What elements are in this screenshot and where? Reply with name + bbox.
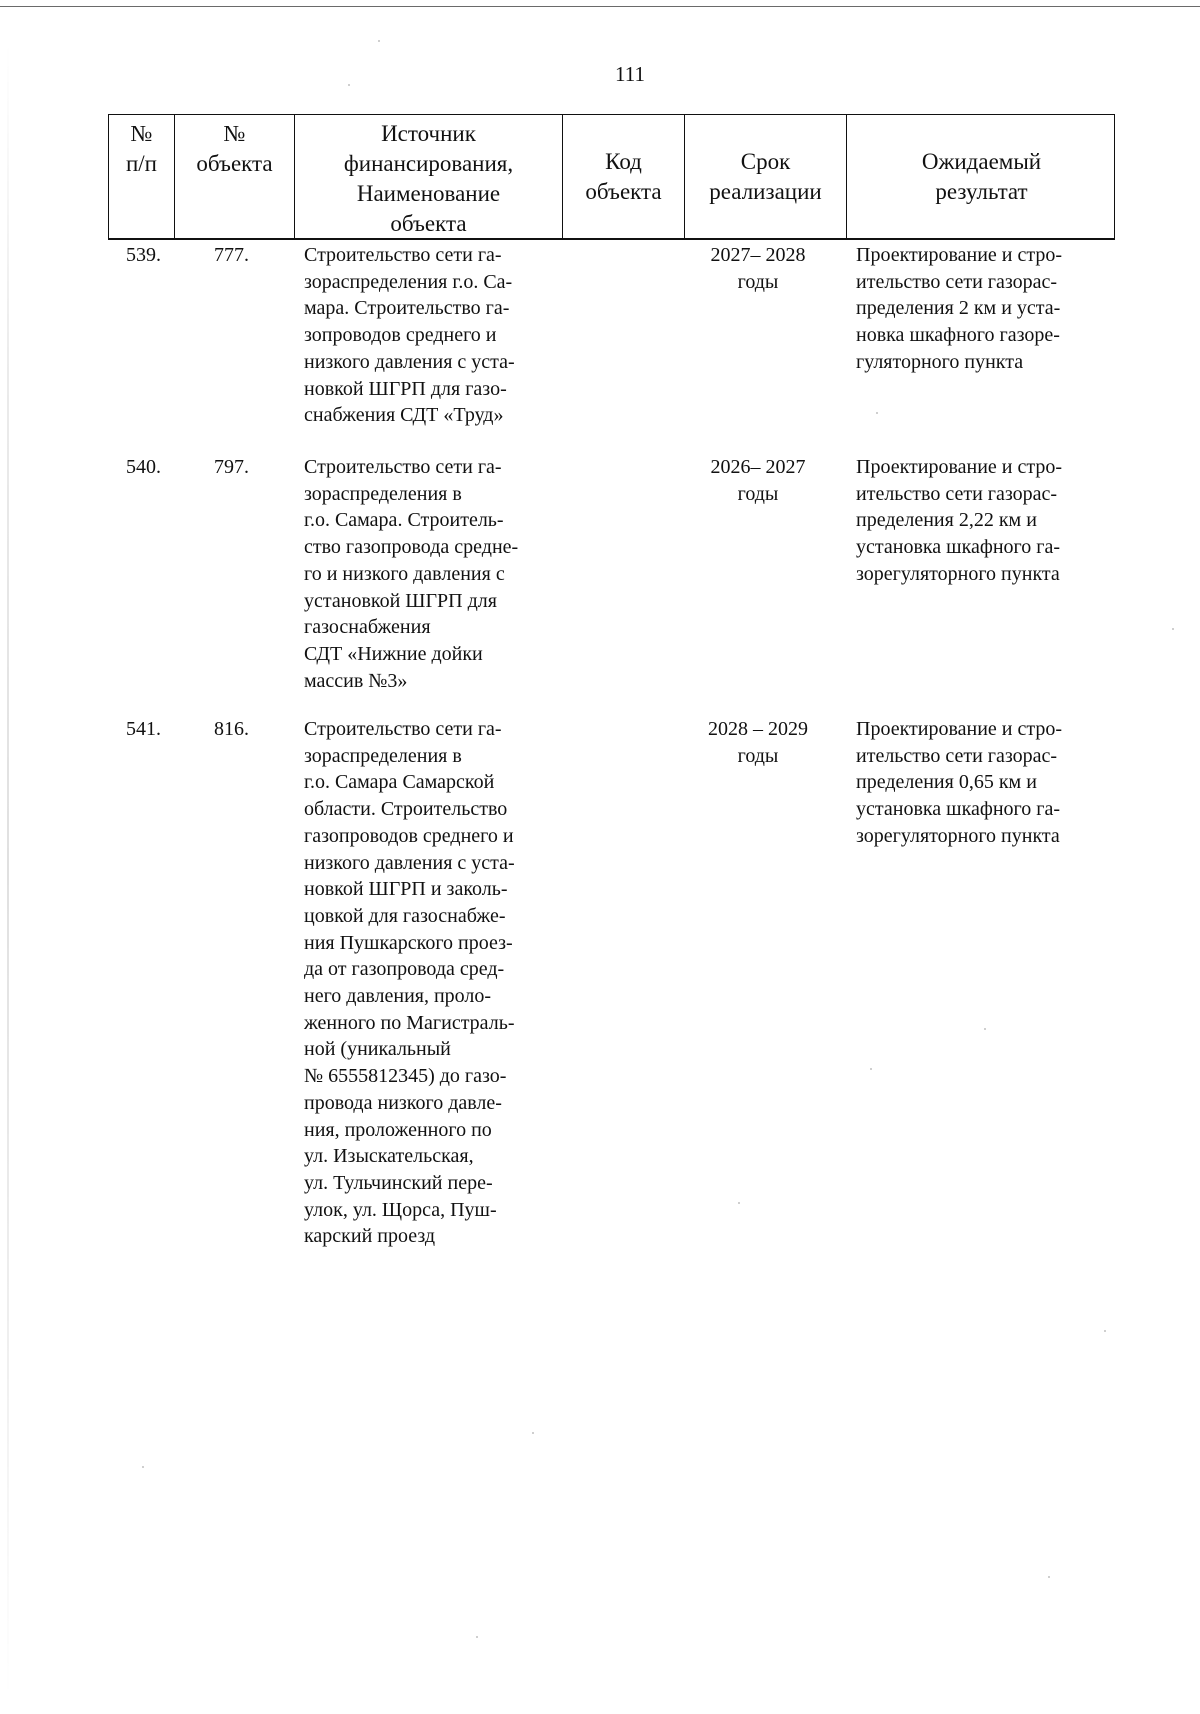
object-number: 816.	[214, 718, 249, 740]
expected-result: Проектирование и стро- ительство сети газорас- пределения 2,22 км и установка шкафного га- зорегуляторного пункта	[856, 456, 1063, 585]
page-number: 111	[615, 62, 645, 86]
header-object-code: Код объекта	[563, 115, 685, 239]
implementation-term: 2028 – 2029 годы	[708, 718, 808, 767]
scan-speck	[738, 1202, 740, 1204]
scan-speck	[870, 1068, 872, 1070]
row-number: 540.	[126, 456, 161, 478]
scan-speck	[984, 1028, 986, 1030]
header-object-number: № объекта	[175, 115, 295, 239]
implementation-term: 2027– 2028 годы	[710, 244, 806, 293]
scan-speck	[142, 1466, 144, 1468]
scan-speck	[378, 40, 380, 42]
object-name: Строительство сети га- зораспределения в г.о. Самара. Строитель- ство газопровода средне- го и низкого давления с установкой ШГРП для газоснабжения СДТ «Нижние дойки массив №3»	[304, 456, 519, 692]
header-funding-source: Источник финансирования, Наименование объекта	[295, 115, 563, 239]
scan-speck	[876, 412, 878, 414]
scan-speck	[348, 84, 350, 86]
scan-speck	[476, 1636, 478, 1638]
scan-top-edge	[0, 6, 1200, 7]
header-expected-result: Ожидаемый результат	[921, 149, 1042, 204]
object-number: 797.	[214, 456, 249, 478]
scan-speck	[1104, 1330, 1106, 1332]
expected-result: Проектирование и стро- ительство сети газорас- пределения 2 км и уста- новка шкафного газоре- гуляторного пункта	[856, 244, 1063, 373]
table-header	[108, 114, 1115, 240]
scan-left-edge	[7, 40, 9, 1700]
object-name: Строительство сети га- зораспределения г.о. Са- мара. Строительство га- зопроводов среднего и низкого давления с уста- новкой ШГРП для газо- снабжения СДТ «Труд»	[304, 244, 515, 427]
row-number: 541.	[126, 718, 161, 740]
scan-speck	[1048, 1576, 1050, 1578]
header-term: Срок реализации	[685, 115, 847, 239]
object-name: Строительство сети га- зораспределения в г.о. Самара Самарской области. Строительство газопроводов среднего и низкого давления с уста- новкой ШГРП и заколь- цовкой для газоснабже- ния Пушкарского проез- да от газопровода сред- него давления, проло- женного по Магистраль- ной (уникальный № 6555812345) до газо- провода низкого давле- ния, проложенного по ул. Изыскательская, ул. Тульчинский пере- улок, ул. Щорса, Пуш- карский проезд	[304, 718, 515, 1248]
scan-speck	[532, 1432, 534, 1434]
implementation-term: 2026– 2027 годы	[710, 456, 806, 505]
expected-result: Проектирование и стро- ительство сети газорас- пределения 0,65 км и установка шкафного га- зорегуляторного пункта	[856, 718, 1063, 847]
header-row-number: № п/п	[109, 115, 175, 239]
scan-speck	[1172, 628, 1174, 630]
row-number: 539.	[126, 244, 161, 266]
object-number: 777.	[214, 244, 249, 266]
